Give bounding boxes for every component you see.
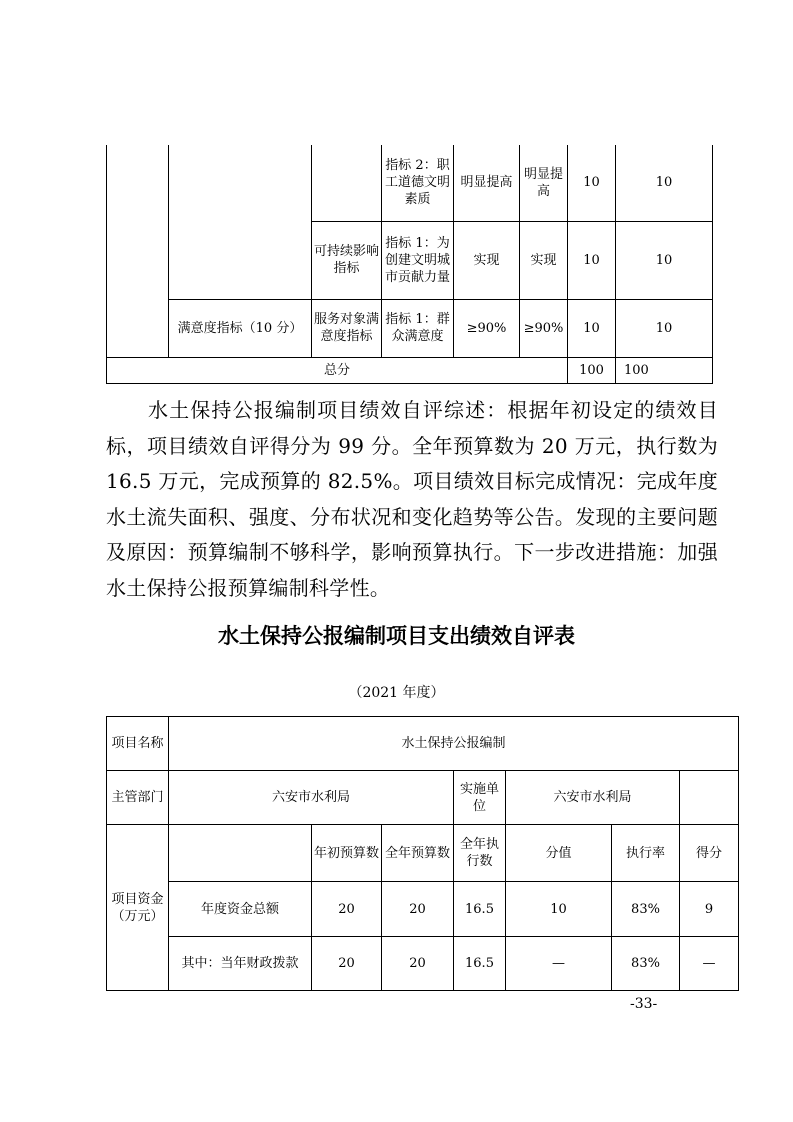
- table1-actual: 明显提高: [520, 145, 568, 221]
- row-fiscal-annual: 20: [382, 937, 454, 991]
- row-fiscal-executed: 16.5: [454, 937, 506, 991]
- table1-score: 10: [616, 145, 713, 221]
- header-score: 得分: [680, 825, 739, 882]
- page-number: -33-: [630, 996, 658, 1012]
- row-total-points: 10: [506, 882, 612, 937]
- table1-level1b-cell: [169, 145, 312, 299]
- table1-indicator: 指标 2：职工道德文明素质: [382, 145, 454, 221]
- table1-level1-cell: [107, 145, 169, 357]
- table1-actual: 实现: [520, 221, 568, 299]
- table1-target: ≥90%: [454, 299, 520, 357]
- table1-category: 可持续影响指标: [312, 221, 382, 299]
- row-total-score: 9: [680, 882, 739, 937]
- table1-category: 服务对象满意度指标: [312, 299, 382, 357]
- header-rate: 执行率: [612, 825, 680, 882]
- header-initial: 年初预算数: [312, 825, 382, 882]
- table1-weight: 10: [568, 145, 616, 221]
- table1-indicator: 指标 1：群众满意度: [382, 299, 454, 357]
- table1-total-score: 100: [616, 357, 713, 383]
- table1-weight: 10: [568, 299, 616, 357]
- summary-paragraph: 水土保持公报编制项目绩效自评综述：根据年初设定的绩效目标，项目绩效自评得分为 99 分。全年预算数为 20 万元，执行数为 16.5 万元，完成预算的 82.5%。项目绩效目标完成情况：完成年度水土流失面积、强度、分布状况和变化趋势等公告。发现的主要问题及原因：预算编制不够科学，影响预算执行。下一步改进措施：加强水土保持公报预算编制科学性。: [106, 398, 718, 600]
- row-fiscal-rate: 83%: [612, 937, 680, 991]
- dept-label: 主管部门: [107, 771, 169, 825]
- table1-indicator: 指标 1：为创建文明城市贡献力量: [382, 221, 454, 299]
- row-total-rate: 83%: [612, 882, 680, 937]
- header-executed: 全年执行数: [454, 825, 506, 882]
- dept: 六安市水利局: [169, 771, 454, 825]
- row-fiscal-points: —: [506, 937, 612, 991]
- row-total-annual: 20: [382, 882, 454, 937]
- header-points: 分值: [506, 825, 612, 882]
- table1-weight: 10: [568, 221, 616, 299]
- table2-year: （2021 年度）: [348, 685, 445, 701]
- table1-target: 实现: [454, 221, 520, 299]
- performance-indicators-table: [106, 145, 713, 384]
- table1-actual: ≥90%: [520, 299, 568, 357]
- table1-level1: 满意度指标（10 分）: [169, 299, 312, 357]
- row-total-initial: 20: [312, 882, 382, 937]
- row-total-executed: 16.5: [454, 882, 506, 937]
- row-fiscal-label: 其中：当年财政拨款: [169, 937, 312, 991]
- project-name-label: 项目名称: [107, 717, 169, 771]
- row-total-label: 年度资金总额: [169, 882, 312, 937]
- table1-target: 明显提高: [454, 145, 520, 221]
- header-annual: 全年预算数: [382, 825, 454, 882]
- impl-label: 实施单位: [454, 771, 506, 825]
- table1-category-cell: [312, 145, 382, 221]
- table1-score: 10: [616, 299, 713, 357]
- expenditure-self-evaluation-table: [106, 716, 739, 991]
- row-fiscal-score: —: [680, 937, 739, 991]
- header-blank: [169, 825, 312, 882]
- table1-total-label: 总分: [107, 357, 568, 383]
- row-fiscal-initial: 20: [312, 937, 382, 991]
- table2-title: 水土保持公报编制项目支出绩效自评表: [218, 624, 575, 648]
- blank-cell: [680, 771, 739, 825]
- project-name: 水土保持公报编制: [169, 717, 739, 771]
- funds-label: 项目资金（万元）: [107, 825, 169, 991]
- table1-total-weight: 100: [568, 357, 616, 383]
- table1-score: 10: [616, 221, 713, 299]
- impl: 六安市水利局: [506, 771, 680, 825]
